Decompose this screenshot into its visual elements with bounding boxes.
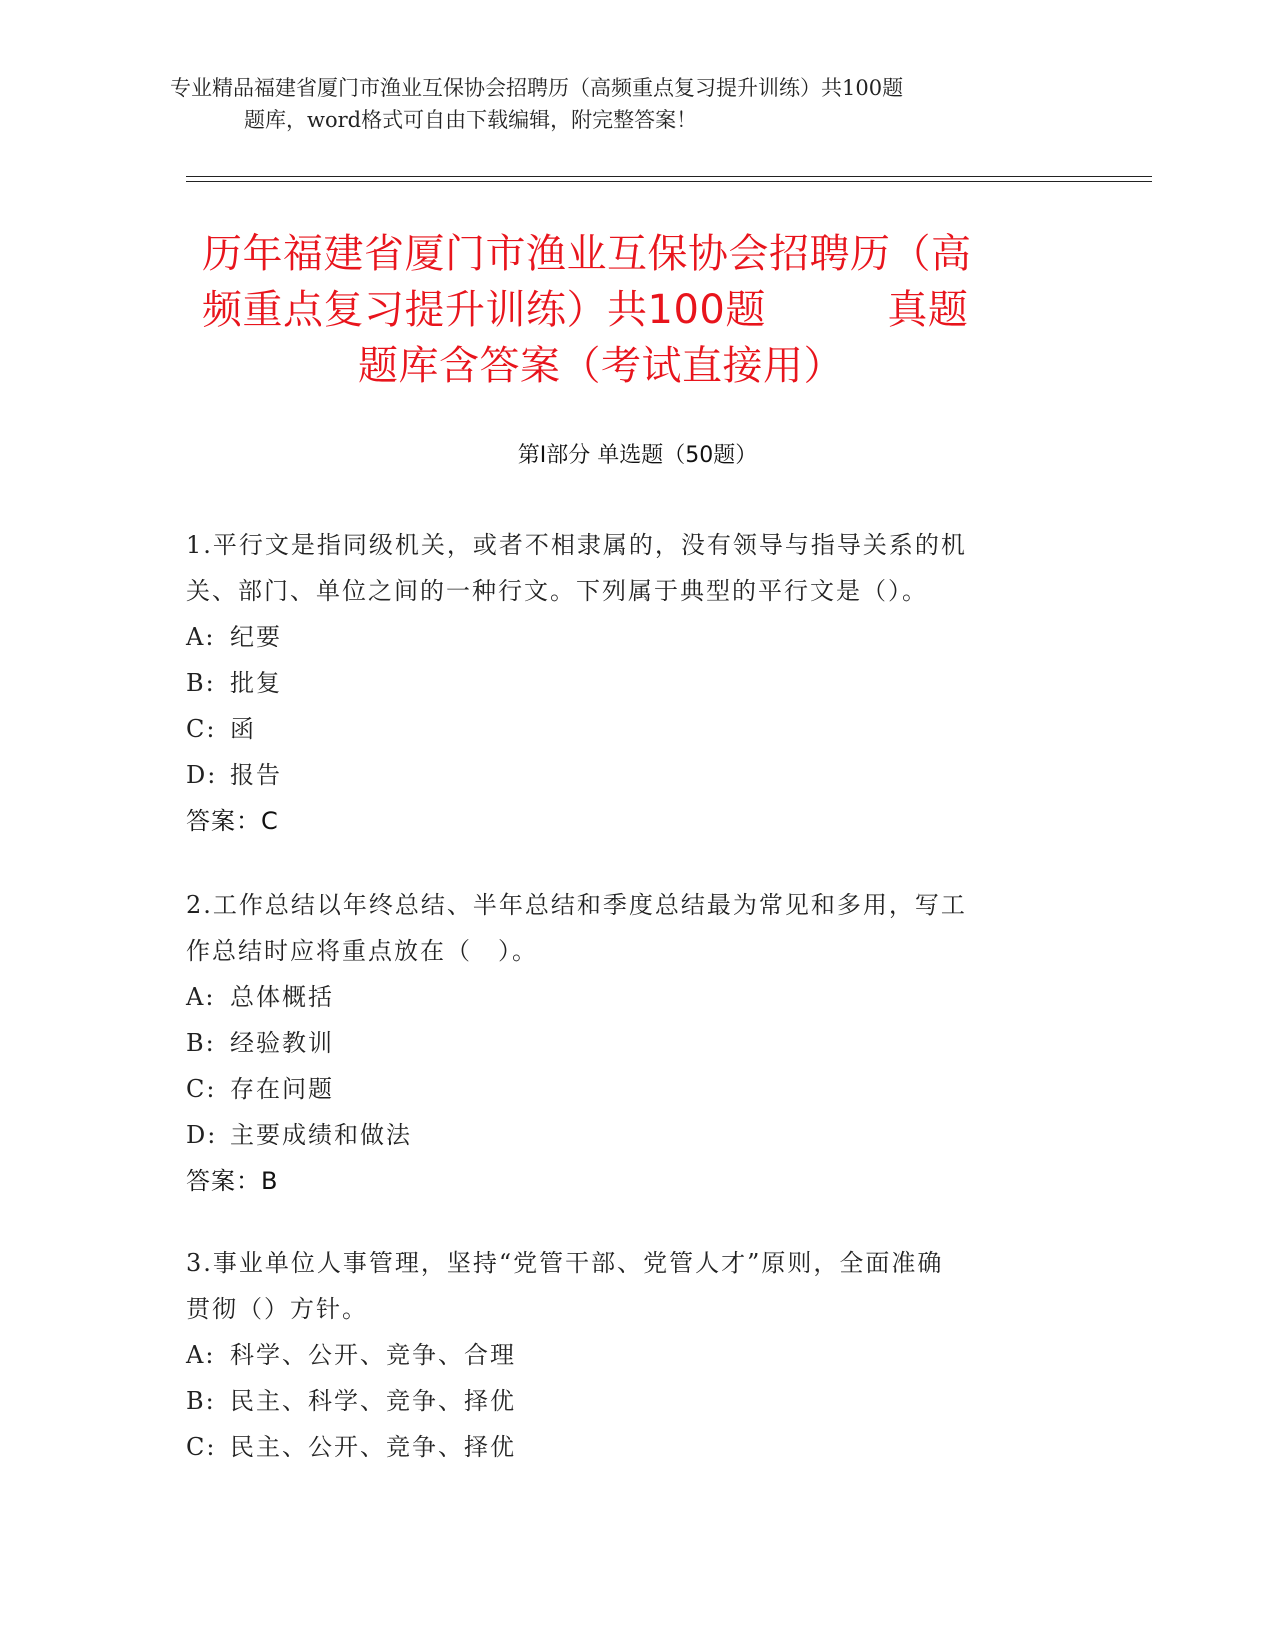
option-key: C: [186, 1075, 217, 1103]
option-a [186, 1332, 1066, 1378]
option-key: A: [186, 1341, 216, 1369]
option-d [186, 1112, 1066, 1158]
option-text: 经验教训 [230, 1029, 334, 1057]
option-text: 民主、公开、竞争、择优 [230, 1433, 516, 1461]
question-stem-line: 1.平行文是指同级机关，或者不相隶属的，没有领导与指导关系的机 [186, 531, 967, 559]
option-d [186, 752, 1066, 798]
question-stem-line: 关、部门、单位之间的一种行文。下列属于典型的平行文是（）。 [186, 577, 928, 605]
option-key: D: [186, 761, 218, 789]
answer: 答案：B [186, 1167, 279, 1195]
header-divider-bottom [186, 181, 1152, 182]
option-text: 函 [230, 715, 256, 743]
option-text: 主要成绩和做法 [230, 1121, 412, 1149]
document-title [190, 226, 1090, 394]
option-a [186, 614, 1066, 660]
question-stem-line: 贯彻（）方针。 [186, 1295, 368, 1323]
header-divider-top [186, 176, 1152, 177]
option-key: B: [186, 669, 216, 697]
option-key: B: [186, 1387, 216, 1415]
option-key: C: [186, 1433, 217, 1461]
header-line-1: 专业精品福建省厦门市渔业互保协会招聘历（高频重点复习提升训练）共100题 [170, 76, 904, 100]
answer: 答案：C [186, 807, 279, 835]
option-b [186, 1378, 1066, 1424]
title-line-3: 题库含答案（考试直接用） [358, 343, 844, 389]
option-key: B: [186, 1029, 216, 1057]
question-2 [186, 882, 1066, 1204]
option-b [186, 660, 1066, 706]
option-text: 科学、公开、竞争、合理 [230, 1341, 516, 1369]
title-line-2: 频重点复习提升训练）共100题 真题 [202, 287, 969, 333]
section-title: 第Ⅰ部分 单选题（50题） [517, 443, 758, 468]
option-c [186, 1424, 1066, 1470]
option-b [186, 1020, 1066, 1066]
option-c [186, 706, 1066, 752]
question-3 [186, 1240, 1066, 1470]
option-text: 报告 [230, 761, 282, 789]
option-text: 批复 [230, 669, 282, 697]
option-key: A: [186, 623, 216, 651]
question-stem-line: 2.工作总结以年终总结、半年总结和季度总结最为常见和多用，写工 [186, 891, 967, 919]
option-a [186, 974, 1066, 1020]
page-header [170, 72, 1070, 136]
option-key: C: [186, 715, 217, 743]
option-text: 存在问题 [230, 1075, 334, 1103]
title-line-1: 历年福建省厦门市渔业互保协会招聘历（高 [202, 231, 972, 277]
option-text: 总体概括 [230, 983, 334, 1011]
option-text: 民主、科学、竞争、择优 [230, 1387, 516, 1415]
option-c [186, 1066, 1066, 1112]
question-stem-line: 3.事业单位人事管理，坚持“党管干部、党管人才”原则，全面准确 [186, 1249, 944, 1277]
option-text: 纪要 [230, 623, 282, 651]
option-key: A: [186, 983, 216, 1011]
question-1 [186, 522, 1066, 844]
question-stem-line: 作总结时应将重点放在（ ）。 [186, 937, 538, 965]
option-key: D: [186, 1121, 218, 1149]
header-line-2: 题库，word格式可自由下载编辑，附完整答案！ [244, 108, 698, 132]
